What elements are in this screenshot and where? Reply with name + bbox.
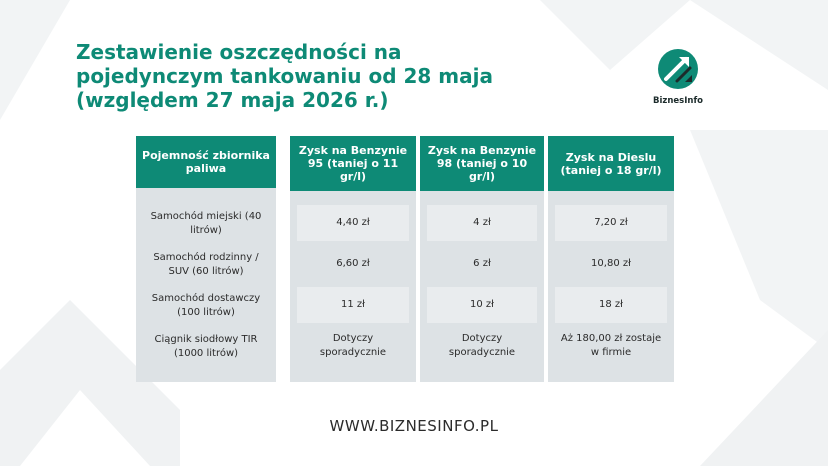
logo: [636, 48, 720, 122]
table-column-benzyna-98: [420, 136, 544, 382]
table-column-benzyna-95: [290, 136, 416, 382]
table-cell: 4 zł: [427, 205, 537, 241]
bg-shape-bottom-right: [700, 330, 828, 466]
bg-shape-right: [690, 130, 828, 350]
table-column-diesel: [548, 136, 674, 382]
table-cell: 10,80 zł: [555, 246, 667, 282]
column-header: Pojemność zbiornika paliwa: [136, 136, 276, 188]
column-header: Zysk na Benzynie 95 (taniej o 11 gr/l): [290, 136, 416, 191]
table-column-capacity: [136, 136, 276, 382]
table-cell: 7,20 zł: [555, 205, 667, 241]
table-cell: 6,60 zł: [297, 246, 409, 282]
bg-shape-top-left: [0, 0, 70, 120]
table-cell: Dotyczy sporadycznie: [297, 328, 409, 364]
table-cell: Samochód miejski (40 litrów): [150, 211, 262, 236]
table-cell: Samochód dostawczy (100 litrów): [151, 293, 261, 318]
table-cell: Aż 180,00 zł zostaje w firmie: [555, 328, 667, 364]
table-cell: 4,40 zł: [297, 205, 409, 241]
arrows-icon: [657, 48, 699, 90]
page-title: Zestawienie oszczędności na pojedynczym tankowaniu od 28 maja (względem 27 maja 2026 r.): [76, 40, 493, 112]
table-cell: Dotyczy sporadycznie: [427, 328, 537, 364]
logo-text: BiznesInfo: [653, 96, 703, 106]
table-cell: 6 zł: [427, 246, 537, 282]
table-cell: 10 zł: [427, 287, 537, 323]
table-cell: 18 zł: [555, 287, 667, 323]
table-cell: Ciągnik siodłowy TIR (1000 litrów): [154, 334, 258, 359]
table-cell: Samochód rodzinny / SUV (60 litrów): [153, 252, 259, 277]
column-header: Zysk na Dieslu (taniej o 18 gr/l): [548, 136, 674, 191]
website-url: WWW.BIZNESINFO.PL: [329, 417, 499, 435]
column-header: Zysk na Benzynie 98 (taniej o 10 gr/l): [420, 136, 544, 191]
table-cell: 11 zł: [297, 287, 409, 323]
